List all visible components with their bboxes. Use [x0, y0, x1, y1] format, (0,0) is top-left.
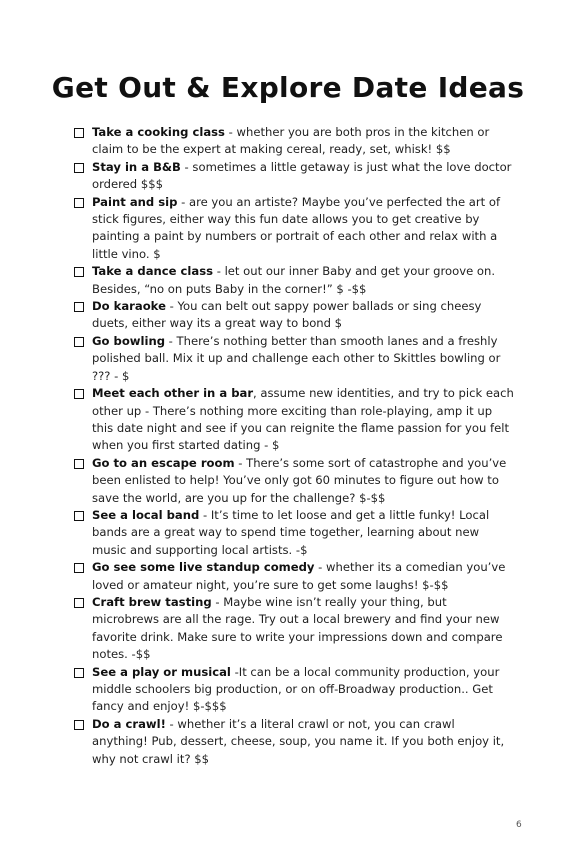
item-title: Go bowling: [92, 333, 165, 348]
date-ideas-list: [74, 124, 514, 768]
list-item: [74, 333, 514, 385]
checkbox-icon[interactable]: [74, 668, 84, 678]
list-item: [74, 559, 514, 594]
list-item: [74, 298, 514, 333]
checkbox-icon[interactable]: [74, 163, 84, 173]
page-title: Get Out & Explore Date Ideas: [51, 70, 525, 104]
item-title: See a play or musical: [92, 664, 231, 679]
item-description: - There’s nothing better than smooth lanes and a freshly polished ball. Mix it up and challenge each other to Skittles bowling or ??? - $: [92, 333, 501, 383]
list-item: [74, 263, 514, 298]
item-description: - Maybe wine isn’t really your thing, but microbrews are all the rage. Try out a local brewery and find your new favorite drink. Make sure to write your impressions down and compare notes. -$$: [92, 594, 503, 662]
item-title: Do karaoke: [92, 299, 166, 314]
item-description: - sometimes a little getaway is just what the love doctor ordered $$$: [92, 159, 512, 192]
checkbox-icon[interactable]: [74, 128, 84, 138]
checkbox-icon[interactable]: [74, 511, 84, 521]
item-title: Go to an escape room: [92, 455, 235, 470]
checkbox-icon[interactable]: [74, 563, 84, 573]
checkbox-icon[interactable]: [74, 267, 84, 277]
list-item: [74, 455, 514, 507]
item-description: - whether its a comedian you’ve loved or amateur night, you’re sure to get some laughs! $-$$: [92, 560, 506, 592]
list-item: [74, 507, 514, 559]
item-title: Do a crawl!: [92, 716, 166, 731]
list-item: [74, 716, 514, 768]
item-title: Meet each other in a bar: [92, 386, 254, 401]
item-title: Go see some live standup comedy: [92, 560, 315, 575]
list-item: [74, 124, 514, 159]
list-item: [74, 385, 514, 455]
checkbox-icon[interactable]: [74, 337, 84, 347]
item-title: Take a cooking class: [92, 125, 225, 139]
item-description: - You can belt out sappy power ballads or sing cheesy duets, either way its a great way to bond $: [92, 299, 482, 331]
item-description: - whether you are both pros in the kitchen or claim to be the expert at making cereal, ready, set, whisk! $$: [92, 125, 490, 157]
item-title: Craft brew tasting: [92, 594, 212, 609]
checkbox-icon[interactable]: [74, 389, 84, 399]
list-item: [74, 664, 514, 716]
checkbox-icon[interactable]: [74, 198, 84, 208]
item-description: - are you an artiste? Maybe you’ve perfected the art of stick figures, either way this fun date allows you to get creative by painting a paint by numbers or portrait of each other and relax with a little vino. $: [92, 194, 501, 261]
checkbox-icon[interactable]: [74, 302, 84, 312]
item-description: -It can be a local community production, your middle schoolers big production, or on off-Broadway production.. Get fancy and enjoy! $-$$$: [92, 664, 500, 714]
checkbox-icon[interactable]: [74, 598, 84, 608]
item-description: - There’s some sort of catastrophe and you’ve been enlisted to help! You’ve only got 60 minutes to figure out how to save the world, are you up for the challenge? $-$$: [92, 455, 507, 505]
item-description: - It’s time to let loose and get a little funky! Local bands are a great way to spend time together, learning about new music and supporting local artists. -$: [92, 507, 490, 557]
checkbox-icon[interactable]: [74, 720, 84, 730]
item-title: See a local band: [92, 507, 200, 522]
page-number: 6: [516, 820, 522, 830]
checkbox-icon[interactable]: [74, 459, 84, 469]
item-description: , assume new identities, and try to pick each other up - There’s nothing more exciting than role-playing, amp it up this date night and see if you can reignite the flame passion for you felt when you first started dating - $: [92, 386, 514, 453]
item-title: Paint and sip: [92, 194, 178, 209]
item-description: - whether it’s a literal crawl or not, you can crawl anything! Pub, dessert, cheese, soup, you name it. If you both enjoy it, why not crawl it? $$: [92, 716, 505, 766]
list-item: [74, 594, 514, 664]
item-title: Take a dance class: [92, 264, 214, 279]
list-item: [74, 159, 514, 194]
item-description: - let out our inner Baby and get your groove on. Besides, “no on puts Baby in the corner!” $ -$$: [92, 264, 496, 296]
list-item: [74, 194, 514, 264]
item-title: Stay in a B&B: [92, 159, 181, 174]
